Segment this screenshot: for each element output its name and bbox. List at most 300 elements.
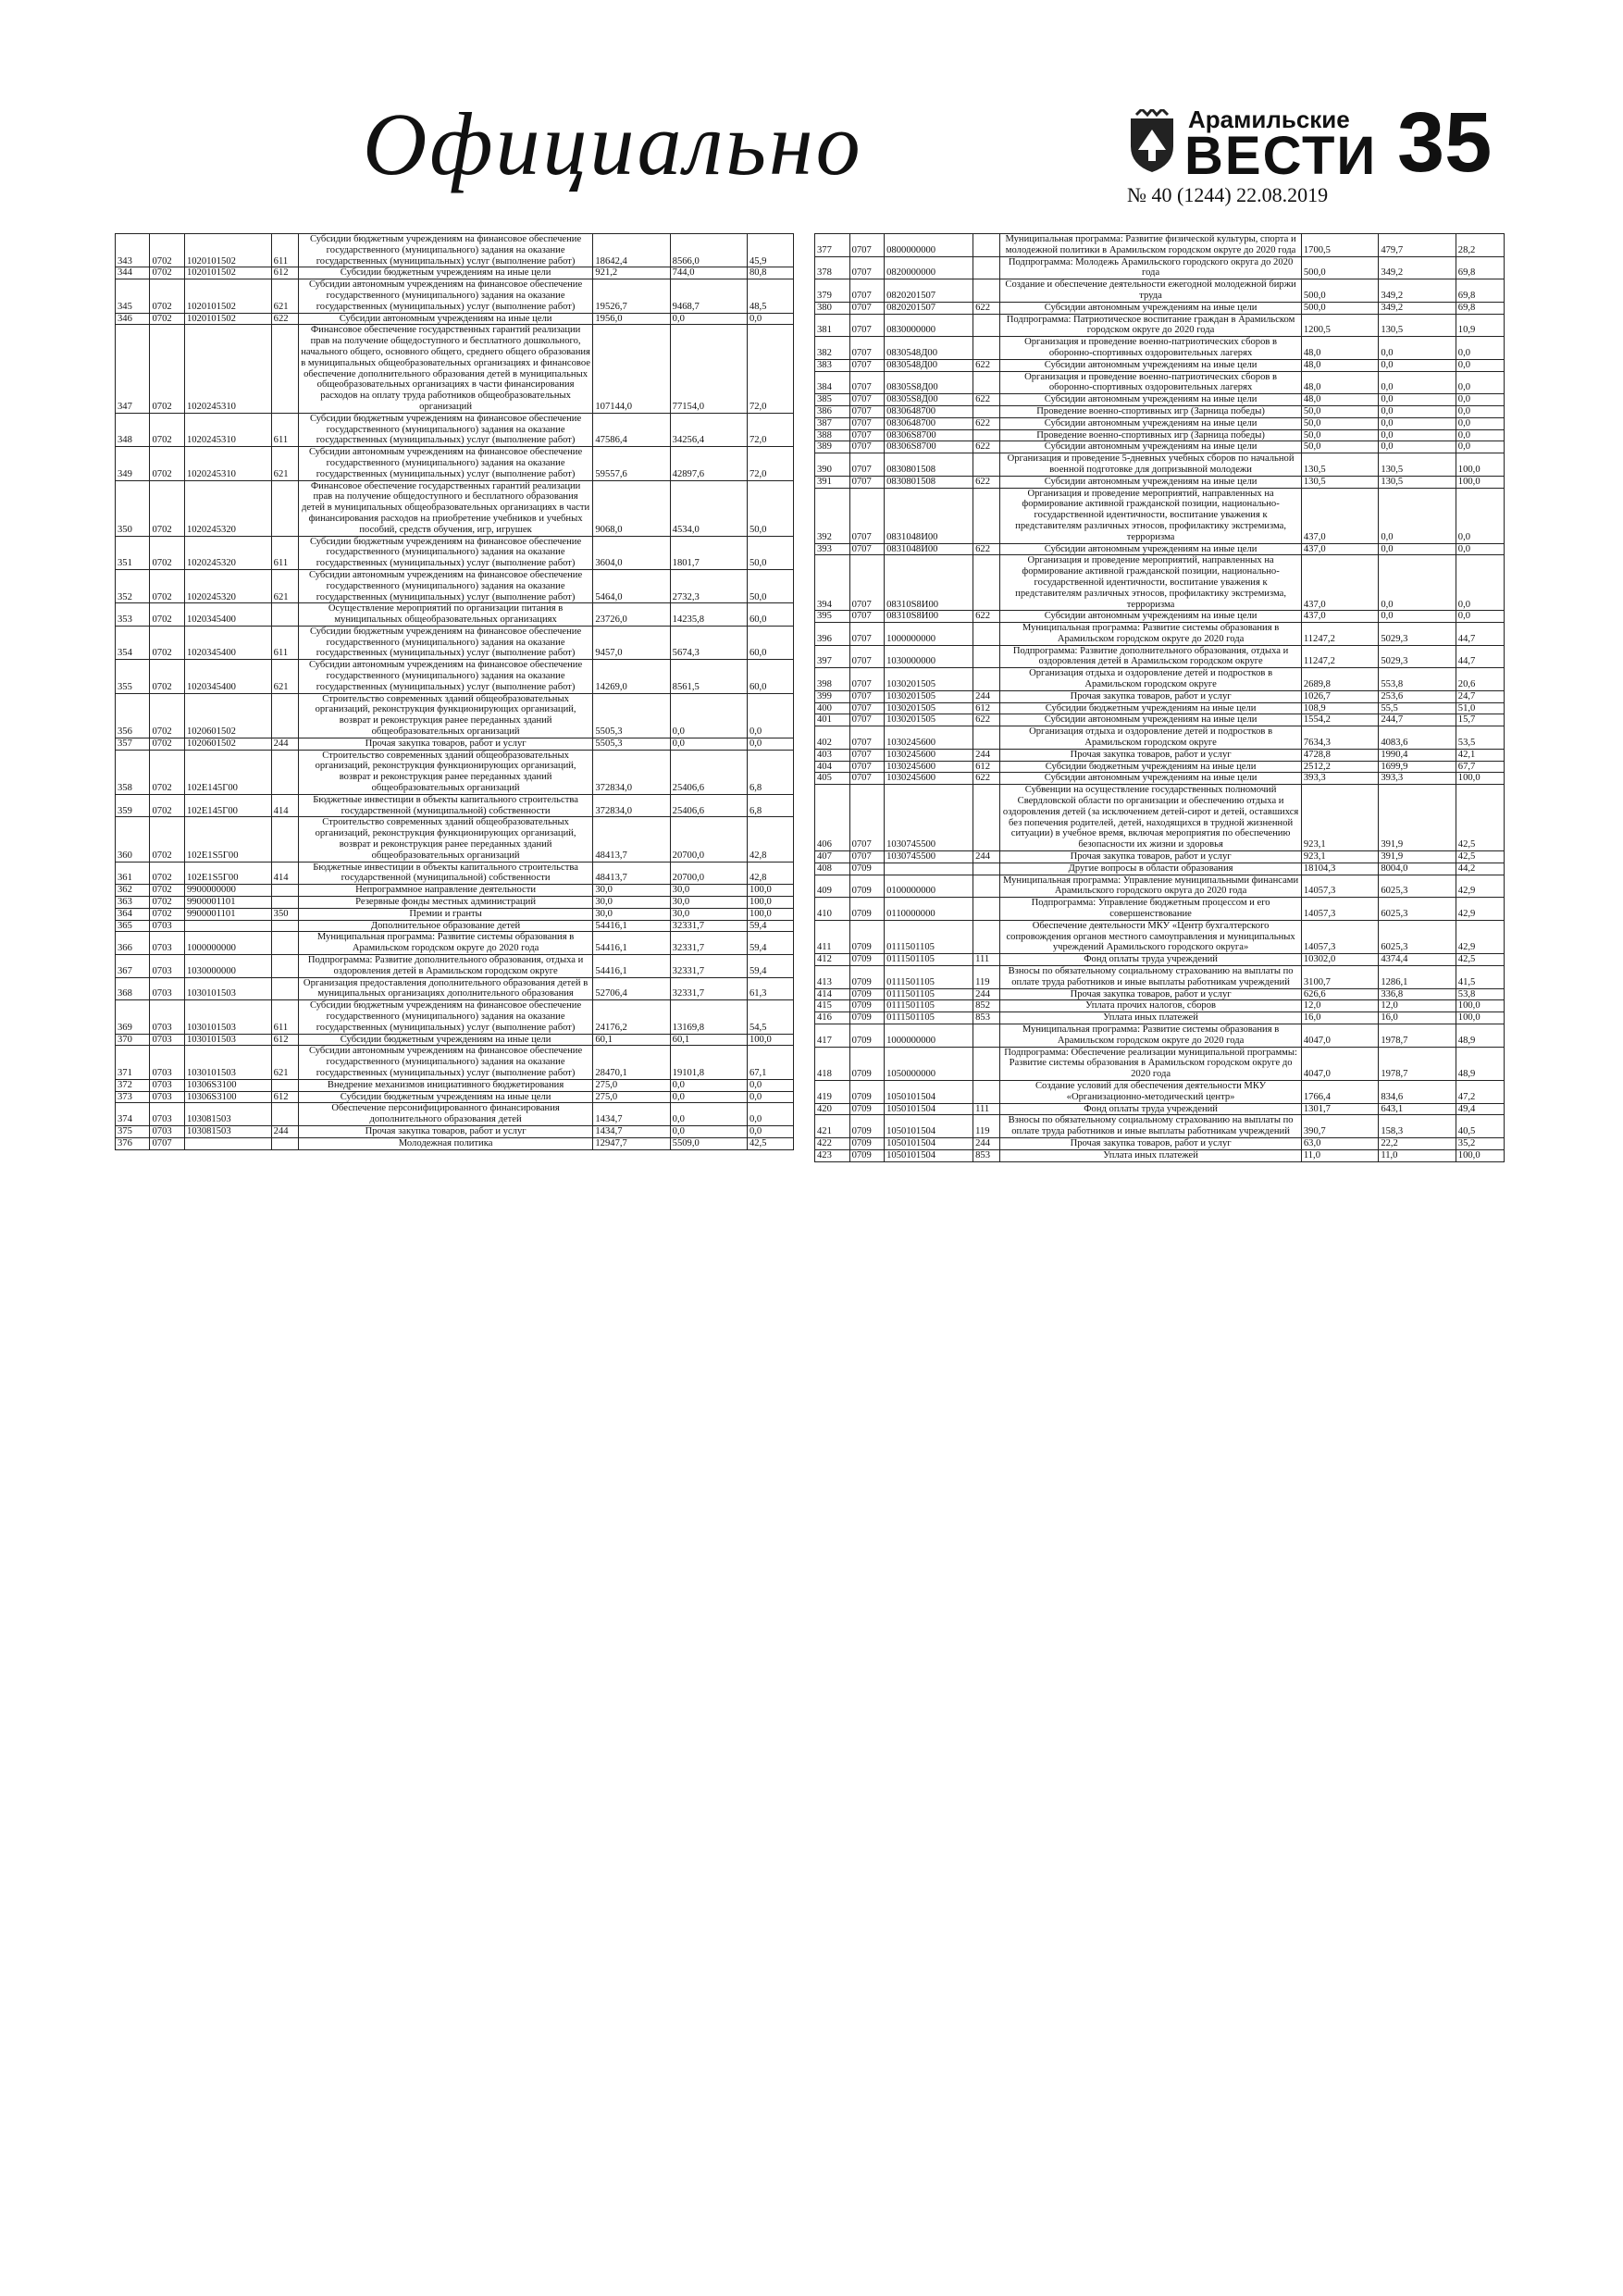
target-code-cell: 102E1S5Г00	[184, 817, 271, 862]
row-number-cell: 368	[116, 977, 150, 1000]
executed-amount-cell: 0,0	[1379, 359, 1456, 371]
section-code-cell: 0707	[849, 851, 885, 863]
section-code-cell: 0703	[150, 1046, 184, 1079]
issue-number: № 40 (1244) 22.08.2019	[1127, 183, 1329, 206]
section-code-cell: 0707	[849, 785, 885, 851]
planned-amount-cell: 30,0	[593, 885, 670, 897]
row-number-cell: 359	[116, 794, 150, 817]
row-number-cell: 395	[815, 611, 850, 623]
planned-amount-cell: 28470,1	[593, 1046, 670, 1079]
planned-amount-cell: 23726,0	[593, 603, 670, 627]
description-cell: Непрограммное направление деятельности	[298, 885, 593, 897]
description-cell: Субвенции на осуществление государственных полномочий Свердловской области по организации и обеспечению отдыха и оздоровления детей (за исключением детей-сирот и детей, оставшихся без попечения родителей, детей, находящихся в трудной жизненной ситуации) в учебное время, включая мероприятия по обеспечению безопасности их жизни и здоровья	[1000, 785, 1302, 851]
table-row	[116, 536, 794, 569]
description-cell: Проведение военно-спортивных игр (Зарница победы)	[1000, 429, 1302, 441]
section-code-cell: 0709	[849, 863, 885, 875]
description-cell: Фонд оплаты труда учреждений	[1000, 1103, 1302, 1115]
table-row	[116, 1125, 794, 1137]
table-row	[116, 1103, 794, 1126]
table-row	[815, 761, 1505, 773]
execution-percent-cell: 67,1	[747, 1046, 793, 1079]
executed-amount-cell: 0,0	[670, 1125, 747, 1137]
planned-amount-cell: 437,0	[1301, 555, 1378, 611]
executed-amount-cell: 5509,0	[670, 1137, 747, 1149]
description-cell: Дополнительное образование детей	[298, 920, 593, 932]
budget-table-right	[814, 233, 1505, 1162]
planned-amount-cell: 1956,0	[593, 313, 670, 325]
section-code-cell: 0709	[849, 1137, 885, 1149]
row-number-cell: 390	[815, 453, 850, 477]
row-number-cell: 379	[815, 279, 850, 303]
expense-type-cell: 611	[271, 1000, 298, 1034]
executed-amount-cell: 391,9	[1379, 785, 1456, 851]
row-number-cell: 371	[116, 1046, 150, 1079]
table-row	[116, 234, 794, 267]
executed-amount-cell: 1699,9	[1379, 761, 1456, 773]
row-number-cell: 404	[815, 761, 850, 773]
table-row	[815, 785, 1505, 851]
target-code-cell: 1030245600	[885, 773, 973, 785]
expense-type-cell: 621	[271, 660, 298, 693]
planned-amount-cell: 48413,7	[593, 862, 670, 885]
target-code-cell	[184, 1137, 271, 1149]
expense-type-cell	[973, 1024, 1000, 1047]
section-code-cell: 0702	[150, 862, 184, 885]
description-cell: Прочая закупка товаров, работ и услуг	[1000, 690, 1302, 702]
expense-type-cell: 119	[973, 1115, 1000, 1138]
description-cell: Создание и обеспечение деятельности ежегодной молодежной биржи труда	[1000, 279, 1302, 303]
description-cell: Субсидии автономным учреждениям на финансовое обеспечение государственного (муниципального) задания на оказание государственных (муниципальных) услуг (выполнение работ)	[298, 447, 593, 480]
row-number-cell: 365	[116, 920, 150, 932]
section-code-cell: 0709	[849, 966, 885, 989]
table-row	[116, 897, 794, 909]
section-code-cell: 0707	[849, 690, 885, 702]
planned-amount-cell: 12947,7	[593, 1137, 670, 1149]
row-number-cell: 420	[815, 1103, 850, 1115]
row-number-cell: 362	[116, 885, 150, 897]
planned-amount-cell: 3604,0	[593, 536, 670, 569]
planned-amount-cell: 1026,7	[1301, 690, 1378, 702]
description-cell: Организация и проведение 5-дневных учебных сборов по начальной военной подготовке для допризывной молодежи	[1000, 453, 1302, 477]
execution-percent-cell: 100,0	[1456, 476, 1504, 488]
right-column	[814, 233, 1505, 1162]
expense-type-cell	[973, 429, 1000, 441]
target-code-cell: 1020101502	[184, 234, 271, 267]
description-cell: Подпрограмма: Молодежь Арамильского городского округа до 2020 года	[1000, 256, 1302, 279]
target-code-cell: 0830801508	[885, 453, 973, 477]
target-code-cell: 0820201507	[885, 279, 973, 303]
description-cell: Строительство современных зданий общеобразовательных организаций, реконструкция функционирующих организаций, возврат и реконструкция ранее переданных зданий общеобразовательных организаций	[298, 693, 593, 738]
section-code-cell: 0709	[849, 1012, 885, 1024]
section-code-cell: 0707	[849, 405, 885, 417]
table-row	[815, 645, 1505, 668]
planned-amount-cell: 19526,7	[593, 279, 670, 313]
planned-amount-cell: 14057,3	[1301, 898, 1378, 921]
target-code-cell: 1020601502	[184, 693, 271, 738]
executed-amount-cell: 34256,4	[670, 413, 747, 446]
row-number-cell: 383	[815, 359, 850, 371]
row-number-cell: 363	[116, 897, 150, 909]
description-cell: Субсидии бюджетным учреждениям на иные цели	[1000, 761, 1302, 773]
planned-amount-cell: 48413,7	[593, 817, 670, 862]
expense-type-cell	[271, 1079, 298, 1091]
executed-amount-cell: 553,8	[1379, 668, 1456, 691]
planned-amount-cell: 30,0	[593, 908, 670, 920]
table-row	[116, 862, 794, 885]
description-cell: Субсидии бюджетным учреждениям на финансовое обеспечение государственного (муниципального) задания на оказание государственных (муниципальных) услуг (выполнение работ)	[298, 413, 593, 446]
planned-amount-cell: 1434,7	[593, 1125, 670, 1137]
row-number-cell: 392	[815, 488, 850, 543]
description-cell: Прочая закупка товаров, работ и услуг	[1000, 749, 1302, 761]
row-number-cell: 343	[116, 234, 150, 267]
target-code-cell: 9900001101	[184, 897, 271, 909]
planned-amount-cell: 12,0	[1301, 1000, 1378, 1012]
table-row	[116, 313, 794, 325]
expense-type-cell: 244	[973, 988, 1000, 1000]
table-row	[815, 1115, 1505, 1138]
section-code-cell: 0707	[849, 417, 885, 429]
row-number-cell: 380	[815, 302, 850, 314]
section-code-cell: 0709	[849, 1024, 885, 1047]
description-cell: Организация и проведение военно-патриотических сборов в оборонно-спортивных оздоровительных лагерях	[1000, 337, 1302, 360]
planned-amount-cell: 500,0	[1301, 302, 1378, 314]
executed-amount-cell: 42897,6	[670, 447, 747, 480]
target-code-cell: 1020245320	[184, 569, 271, 602]
section-code-cell: 0707	[150, 1137, 184, 1149]
expense-type-cell	[271, 885, 298, 897]
target-code-cell: 1000000000	[885, 623, 973, 646]
executed-amount-cell: 9468,7	[670, 279, 747, 313]
planned-amount-cell: 923,1	[1301, 785, 1378, 851]
section-code-cell: 0702	[150, 536, 184, 569]
row-number-cell: 421	[815, 1115, 850, 1138]
row-number-cell: 405	[815, 773, 850, 785]
planned-amount-cell: 18642,4	[593, 234, 670, 267]
planned-amount-cell: 1700,5	[1301, 234, 1378, 257]
description-cell: Взносы по обязательному социальному страхованию на выплаты по оплате труда работников и иные выплаты работникам учреждений	[1000, 966, 1302, 989]
section-code-cell: 0703	[150, 1000, 184, 1034]
planned-amount-cell: 11,0	[1301, 1149, 1378, 1161]
expense-type-cell: 244	[973, 1137, 1000, 1149]
expense-type-cell: 622	[973, 359, 1000, 371]
executed-amount-cell: 20700,0	[670, 817, 747, 862]
row-number-cell: 367	[116, 955, 150, 978]
table-row	[815, 863, 1505, 875]
expense-type-cell: 622	[973, 611, 1000, 623]
table-row	[815, 668, 1505, 691]
row-number-cell: 388	[815, 429, 850, 441]
executed-amount-cell: 5029,3	[1379, 623, 1456, 646]
expense-type-cell: 622	[973, 714, 1000, 726]
executed-amount-cell: 55,5	[1379, 702, 1456, 714]
description-cell: Подпрограмма: Управление бюджетным процессом и его совершенствование	[1000, 898, 1302, 921]
executed-amount-cell: 0,0	[1379, 441, 1456, 453]
description-cell: Субсидии автономным учреждениям на финансовое обеспечение государственного (муниципального) задания на оказание государственных (муниципальных) услуг (выполнение работ)	[298, 569, 593, 602]
description-cell: Прочая закупка товаров, работ и услуг	[1000, 851, 1302, 863]
table-row	[815, 476, 1505, 488]
execution-percent-cell: 41,5	[1456, 966, 1504, 989]
executed-amount-cell: 5674,3	[670, 626, 747, 659]
expense-type-cell: 622	[973, 394, 1000, 406]
expense-type-cell: 621	[271, 447, 298, 480]
section-code-cell: 0707	[849, 714, 885, 726]
execution-percent-cell: 40,5	[1456, 1115, 1504, 1138]
expense-type-cell	[271, 920, 298, 932]
expense-type-cell	[973, 371, 1000, 394]
expense-type-cell: 244	[271, 1125, 298, 1137]
target-code-cell: 103081503	[184, 1103, 271, 1126]
table-row	[116, 1000, 794, 1034]
target-code-cell: 102E145Г00	[184, 794, 271, 817]
execution-percent-cell: 53,8	[1456, 988, 1504, 1000]
table-row	[815, 429, 1505, 441]
table-row	[815, 1137, 1505, 1149]
executed-amount-cell: 60,1	[670, 1034, 747, 1046]
planned-amount-cell: 2512,2	[1301, 761, 1378, 773]
execution-percent-cell: 51,0	[1456, 702, 1504, 714]
executed-amount-cell: 834,6	[1379, 1080, 1456, 1103]
execution-percent-cell: 61,3	[747, 977, 793, 1000]
section-code-cell: 0707	[849, 429, 885, 441]
expense-type-cell: 244	[973, 749, 1000, 761]
planned-amount-cell: 1301,7	[1301, 1103, 1378, 1115]
row-number-cell: 376	[116, 1137, 150, 1149]
target-code-cell: 1020245320	[184, 480, 271, 536]
expense-type-cell: 622	[271, 313, 298, 325]
execution-percent-cell: 59,4	[747, 955, 793, 978]
target-code-cell: 1000000000	[885, 1024, 973, 1047]
execution-percent-cell: 60,0	[747, 603, 793, 627]
executed-amount-cell: 393,3	[1379, 773, 1456, 785]
planned-amount-cell: 1554,2	[1301, 714, 1378, 726]
execution-percent-cell: 72,0	[747, 413, 793, 446]
executed-amount-cell: 22,2	[1379, 1137, 1456, 1149]
section-code-cell: 0707	[849, 453, 885, 477]
executed-amount-cell: 130,5	[1379, 314, 1456, 337]
row-number-cell: 377	[815, 234, 850, 257]
row-number-cell: 364	[116, 908, 150, 920]
target-code-cell: 1030745500	[885, 851, 973, 863]
expense-type-cell	[973, 1047, 1000, 1080]
table-row	[815, 851, 1505, 863]
table-row	[815, 611, 1505, 623]
section-code-cell: 0709	[849, 1000, 885, 1012]
page-header	[0, 0, 1623, 231]
executed-amount-cell: 14235,8	[670, 603, 747, 627]
target-code-cell: 10306S3100	[184, 1079, 271, 1091]
table-row	[815, 773, 1505, 785]
section-code-cell: 0703	[150, 977, 184, 1000]
executed-amount-cell: 20700,0	[670, 862, 747, 885]
section-code-cell: 0707	[849, 314, 885, 337]
execution-percent-cell: 54,5	[747, 1000, 793, 1034]
execution-percent-cell: 50,0	[747, 480, 793, 536]
planned-amount-cell: 5505,3	[593, 693, 670, 738]
section-code-cell: 0707	[849, 773, 885, 785]
section-code-cell: 0703	[150, 1091, 184, 1103]
planned-amount-cell: 393,3	[1301, 773, 1378, 785]
executed-amount-cell: 349,2	[1379, 256, 1456, 279]
section-code-cell: 0702	[150, 897, 184, 909]
row-number-cell: 416	[815, 1012, 850, 1024]
section-code-cell: 0702	[150, 569, 184, 602]
executed-amount-cell: 1286,1	[1379, 966, 1456, 989]
target-code-cell: 9900000000	[184, 885, 271, 897]
row-number-cell: 375	[116, 1125, 150, 1137]
description-cell: Субсидии бюджетным учреждениям на иные цели	[298, 267, 593, 279]
description-cell: Внедрение механизмов инициативного бюджетирования	[298, 1079, 593, 1091]
row-number-cell: 403	[815, 749, 850, 761]
executed-amount-cell: 744,0	[670, 267, 747, 279]
left-column	[115, 233, 794, 1150]
row-number-cell: 347	[116, 325, 150, 413]
description-cell: Субсидии автономным учреждениям на финансовое обеспечение государственного (муниципального) задания на оказание государственных (муниципальных) услуг (выполнение работ)	[298, 660, 593, 693]
execution-percent-cell: 44,7	[1456, 645, 1504, 668]
planned-amount-cell: 30,0	[593, 897, 670, 909]
executed-amount-cell: 8561,5	[670, 660, 747, 693]
target-code-cell: 102E145Г00	[184, 750, 271, 794]
expense-type-cell: 622	[973, 417, 1000, 429]
execution-percent-cell: 0,0	[747, 1091, 793, 1103]
target-code-cell: 08310S8И00	[885, 611, 973, 623]
section-code-cell: 0702	[150, 693, 184, 738]
description-cell: Субсидии бюджетным учреждениям на финансовое обеспечение государственного (муниципального) задания на оказание государственных (муниципальных) услуг (выполнение работ)	[298, 1000, 593, 1034]
expense-type-cell: 244	[973, 690, 1000, 702]
table-row	[815, 749, 1505, 761]
executed-amount-cell: 0,0	[1379, 611, 1456, 623]
expense-type-cell: 621	[271, 1046, 298, 1079]
section-code-cell: 0702	[150, 626, 184, 659]
executed-amount-cell: 19101,8	[670, 1046, 747, 1079]
row-number-cell: 360	[116, 817, 150, 862]
table-row	[116, 920, 794, 932]
row-number-cell: 381	[815, 314, 850, 337]
brand-top: Арамильские	[1188, 105, 1350, 133]
table-row	[815, 488, 1505, 543]
planned-amount-cell: 921,2	[593, 267, 670, 279]
planned-amount-cell: 2689,8	[1301, 668, 1378, 691]
planned-amount-cell: 275,0	[593, 1079, 670, 1091]
target-code-cell: 1030201505	[885, 690, 973, 702]
executed-amount-cell: 1801,7	[670, 536, 747, 569]
planned-amount-cell: 3100,7	[1301, 966, 1378, 989]
description-cell: Подпрограмма: Развитие дополнительного образования, отдыха и оздоровления детей в Арамильском городском округе	[1000, 645, 1302, 668]
target-code-cell: 0830801508	[885, 476, 973, 488]
description-cell: Строительство современных зданий общеобразовательных организаций, реконструкция функционирующих организаций, возврат и реконструкция ранее переданных зданий общеобразовательных организаций	[298, 817, 593, 862]
description-cell: Субсидии бюджетным учреждениям на иные цели	[298, 1091, 593, 1103]
execution-percent-cell: 0,0	[1456, 371, 1504, 394]
planned-amount-cell: 50,0	[1301, 429, 1378, 441]
section-code-cell: 0707	[849, 359, 885, 371]
planned-amount-cell: 5464,0	[593, 569, 670, 602]
table-row	[116, 977, 794, 1000]
execution-percent-cell: 0,0	[1456, 359, 1504, 371]
executed-amount-cell: 30,0	[670, 897, 747, 909]
section-code-cell: 0709	[849, 1115, 885, 1138]
expense-type-cell: 414	[271, 794, 298, 817]
executed-amount-cell: 130,5	[1379, 476, 1456, 488]
description-cell: Другие вопросы в области образования	[1000, 863, 1302, 875]
expense-type-cell	[973, 488, 1000, 543]
table-row	[815, 898, 1505, 921]
row-number-cell: 355	[116, 660, 150, 693]
table-row	[116, 932, 794, 955]
expense-type-cell: 622	[973, 476, 1000, 488]
execution-percent-cell: 0,0	[1456, 555, 1504, 611]
table-row	[815, 966, 1505, 989]
execution-percent-cell: 53,5	[1456, 726, 1504, 750]
planned-amount-cell: 500,0	[1301, 256, 1378, 279]
section-code-cell: 0707	[849, 645, 885, 668]
planned-amount-cell: 52706,4	[593, 977, 670, 1000]
executed-amount-cell: 253,6	[1379, 690, 1456, 702]
execution-percent-cell: 100,0	[747, 885, 793, 897]
section-code-cell: 0702	[150, 738, 184, 750]
table-row	[815, 359, 1505, 371]
table-row	[815, 405, 1505, 417]
expense-type-cell	[973, 920, 1000, 953]
description-cell: Субсидии автономным учреждениям на финансовое обеспечение государственного (муниципального) задания на оказание государственных (муниципальных) услуг (выполнение работ)	[298, 1046, 593, 1079]
target-code-cell: 1020245310	[184, 447, 271, 480]
section-code-cell: 0709	[849, 875, 885, 898]
planned-amount-cell: 4047,0	[1301, 1024, 1378, 1047]
table-row	[815, 441, 1505, 453]
section-code-cell: 0709	[849, 1047, 885, 1080]
description-cell: Прочая закупка товаров, работ и услуг	[1000, 1137, 1302, 1149]
table-row	[116, 1046, 794, 1079]
row-number-cell: 366	[116, 932, 150, 955]
table-row	[815, 714, 1505, 726]
target-code-cell: 0820201507	[885, 302, 973, 314]
row-number-cell: 411	[815, 920, 850, 953]
expense-type-cell: 350	[271, 908, 298, 920]
planned-amount-cell: 10302,0	[1301, 954, 1378, 966]
target-code-cell: 1020345400	[184, 603, 271, 627]
section-code-cell: 0702	[150, 313, 184, 325]
planned-amount-cell: 390,7	[1301, 1115, 1378, 1138]
executed-amount-cell: 6025,3	[1379, 875, 1456, 898]
description-cell: Субсидии бюджетным учреждениям на иные цели	[1000, 702, 1302, 714]
description-cell: Субсидии бюджетным учреждениям на финансовое обеспечение государственного (муниципального) задания на оказание государственных (муниципальных) услуг (выполнение работ)	[298, 626, 593, 659]
execution-percent-cell: 42,5	[747, 1137, 793, 1149]
table-row	[116, 480, 794, 536]
expense-type-cell	[271, 817, 298, 862]
expense-type-cell: 612	[271, 267, 298, 279]
planned-amount-cell: 437,0	[1301, 488, 1378, 543]
table-row	[815, 453, 1505, 477]
section-code-cell: 0702	[150, 885, 184, 897]
section-code-cell: 0707	[849, 555, 885, 611]
section-title: Официально	[363, 94, 863, 193]
table-row	[116, 325, 794, 413]
execution-percent-cell: 28,2	[1456, 234, 1504, 257]
target-code-cell: 0831048И00	[885, 488, 973, 543]
expense-type-cell	[271, 750, 298, 794]
execution-percent-cell: 42,9	[1456, 898, 1504, 921]
description-cell: Уплата иных платежей	[1000, 1149, 1302, 1161]
section-code-cell: 0702	[150, 794, 184, 817]
section-code-cell: 0702	[150, 908, 184, 920]
planned-amount-cell: 54416,1	[593, 920, 670, 932]
section-code-cell: 0702	[150, 279, 184, 313]
table-row	[815, 371, 1505, 394]
planned-amount-cell: 48,0	[1301, 359, 1378, 371]
section-code-cell: 0707	[849, 702, 885, 714]
target-code-cell: 1030101503	[184, 1034, 271, 1046]
row-number-cell: 374	[116, 1103, 150, 1126]
executed-amount-cell: 30,0	[670, 885, 747, 897]
row-number-cell: 400	[815, 702, 850, 714]
